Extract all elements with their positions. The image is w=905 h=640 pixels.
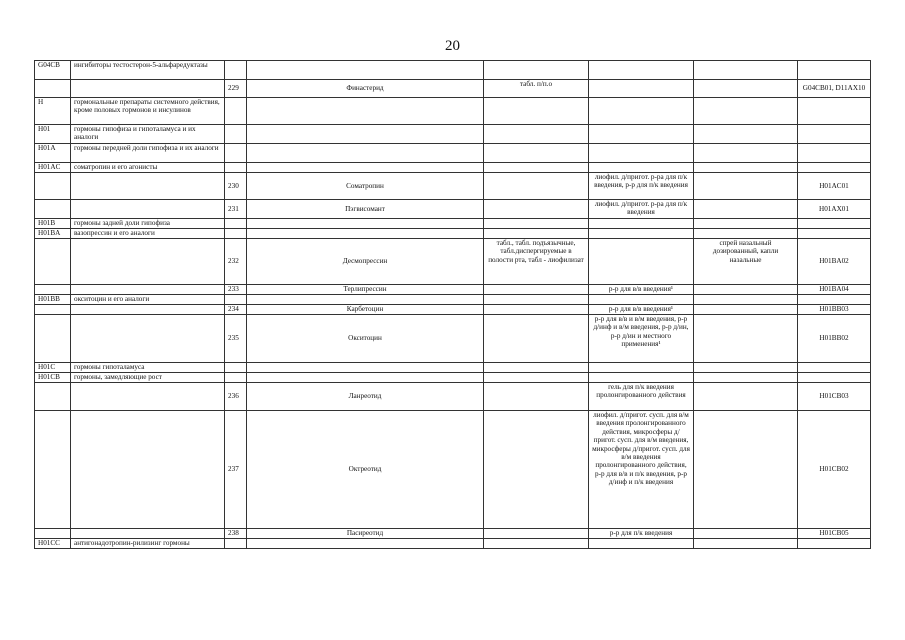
dosage-form-cell <box>484 98 589 125</box>
table-row <box>35 239 871 285</box>
dosage-form-cell <box>694 229 798 239</box>
atc-code-cell: H01AC01 <box>798 173 871 200</box>
dosage-form-cell <box>484 411 589 529</box>
dosage-form-cell <box>484 383 589 411</box>
atc-code-cell <box>798 144 871 163</box>
table-row <box>35 529 871 539</box>
row-number-cell: 229 <box>225 80 247 98</box>
row-number-cell <box>225 363 247 373</box>
dosage-form-cell <box>589 61 694 80</box>
atc-code-cell: H01BB <box>35 295 71 305</box>
dosage-form-cell <box>484 529 589 539</box>
dosage-form-cell <box>484 363 589 373</box>
atc-code-cell: H01AX01 <box>798 200 871 219</box>
group-name-cell: ингибиторы тестостерон-5-альфаредуктазы <box>71 61 225 80</box>
drug-name-cell <box>247 144 484 163</box>
group-name-cell: окситоцин и его аналоги <box>71 295 225 305</box>
drug-name-cell: Пэгвисомант <box>247 200 484 219</box>
dosage-form-cell <box>589 239 694 285</box>
table-row <box>35 539 871 549</box>
dosage-form-cell: лиофил. д/пригот. сусп. для в/м введения пролонгированного действия, микросферы д/пригот. сусп. для в/м введения, микросферы д/пригот. сусп. для в/м введения пролонгированного действия, р-р для в/в и п/к введения, р-р д/инф и п/к введения <box>589 411 694 529</box>
page-number: 20 <box>445 38 460 54</box>
dosage-form-cell <box>694 163 798 173</box>
dosage-form-cell <box>694 125 798 144</box>
dosage-form-cell: р-р для в/в введения¹ <box>589 305 694 315</box>
drug-name-cell <box>247 219 484 229</box>
atc-code-cell <box>35 285 71 295</box>
atc-code-cell: G04CB <box>35 61 71 80</box>
atc-code-cell: H01CB03 <box>798 383 871 411</box>
dosage-form-cell <box>484 295 589 305</box>
table-row <box>35 125 871 144</box>
group-name-cell <box>71 80 225 98</box>
atc-code-cell <box>798 373 871 383</box>
table-row <box>35 363 871 373</box>
row-number-cell: 230 <box>225 173 247 200</box>
group-name-cell: соматропин и его агонисты <box>71 163 225 173</box>
atc-code-cell <box>35 305 71 315</box>
table-row <box>35 411 871 529</box>
dosage-form-cell <box>484 61 589 80</box>
table-row <box>35 163 871 173</box>
drug-name-cell <box>247 373 484 383</box>
dosage-form-cell <box>694 373 798 383</box>
table-row <box>35 219 871 229</box>
dosage-form-cell <box>484 229 589 239</box>
drug-name-cell <box>247 163 484 173</box>
dosage-form-cell <box>694 411 798 529</box>
dosage-form-cell <box>694 529 798 539</box>
table-row <box>35 144 871 163</box>
dosage-form-cell <box>484 285 589 295</box>
dosage-form-cell <box>694 219 798 229</box>
dosage-form-cell <box>694 315 798 363</box>
atc-code-cell <box>798 539 871 549</box>
drug-name-cell: Финастерид <box>247 80 484 98</box>
dosage-form-cell <box>589 98 694 125</box>
group-name-cell <box>71 305 225 315</box>
group-name-cell <box>71 411 225 529</box>
atc-code-cell <box>798 125 871 144</box>
dosage-form-cell <box>589 363 694 373</box>
atc-code-cell <box>35 315 71 363</box>
dosage-form-cell: табл. п/п.о <box>484 80 589 98</box>
drug-name-cell <box>247 98 484 125</box>
atc-code-cell: H01 <box>35 125 71 144</box>
dosage-form-cell <box>484 373 589 383</box>
atc-code-cell <box>35 173 71 200</box>
table-row <box>35 200 871 219</box>
dosage-form-cell <box>694 173 798 200</box>
dosage-form-cell <box>484 315 589 363</box>
drug-registry-table <box>34 60 871 549</box>
dosage-form-cell <box>589 219 694 229</box>
dosage-form-cell <box>484 200 589 219</box>
group-name-cell <box>71 529 225 539</box>
table-row <box>35 285 871 295</box>
drug-name-cell <box>247 539 484 549</box>
dosage-form-cell <box>484 173 589 200</box>
group-name-cell <box>71 315 225 363</box>
dosage-form-cell <box>694 80 798 98</box>
dosage-form-cell <box>484 163 589 173</box>
table-row <box>35 315 871 363</box>
dosage-form-cell: р-р для п/к введения <box>589 529 694 539</box>
row-number-cell <box>225 373 247 383</box>
dosage-form-cell <box>589 163 694 173</box>
atc-code-cell <box>35 529 71 539</box>
row-number-cell <box>225 125 247 144</box>
table-row <box>35 383 871 411</box>
drug-name-cell <box>247 125 484 144</box>
atc-code-cell <box>798 98 871 125</box>
dosage-form-cell <box>589 125 694 144</box>
row-number-cell: 237 <box>225 411 247 529</box>
row-number-cell: 233 <box>225 285 247 295</box>
atc-code-cell: H01BB03 <box>798 305 871 315</box>
dosage-form-cell <box>694 305 798 315</box>
table-row <box>35 98 871 125</box>
drug-name-cell: Терлипрессин <box>247 285 484 295</box>
table-row <box>35 295 871 305</box>
dosage-form-cell <box>484 144 589 163</box>
table-row <box>35 173 871 200</box>
atc-code-cell: H01CB <box>35 373 71 383</box>
atc-code-cell <box>798 61 871 80</box>
drug-name-cell: Ланреотид <box>247 383 484 411</box>
drug-name-cell: Соматропин <box>247 173 484 200</box>
table-row <box>35 80 871 98</box>
dosage-form-cell <box>589 144 694 163</box>
atc-code-cell <box>798 229 871 239</box>
atc-code-cell: H01AC <box>35 163 71 173</box>
atc-code-cell: H01BA04 <box>798 285 871 295</box>
atc-code-cell: H01CC <box>35 539 71 549</box>
atc-code-cell: H01BB02 <box>798 315 871 363</box>
atc-code-cell: H01CB05 <box>798 529 871 539</box>
dosage-form-cell <box>694 61 798 80</box>
table-row <box>35 229 871 239</box>
table-body <box>35 61 871 549</box>
row-number-cell <box>225 539 247 549</box>
dosage-form-cell <box>694 144 798 163</box>
table-row <box>35 61 871 80</box>
atc-code-cell: H01BA <box>35 229 71 239</box>
group-name-cell <box>71 239 225 285</box>
dosage-form-cell: гель для п/к введения пролонгированного действия <box>589 383 694 411</box>
group-name-cell <box>71 383 225 411</box>
group-name-cell: вазопрессин и его аналоги <box>71 229 225 239</box>
group-name-cell <box>71 173 225 200</box>
row-number-cell <box>225 229 247 239</box>
table-row <box>35 373 871 383</box>
row-number-cell <box>225 144 247 163</box>
row-number-cell: 231 <box>225 200 247 219</box>
drug-name-cell <box>247 229 484 239</box>
dosage-form-cell <box>694 539 798 549</box>
dosage-form-cell <box>589 373 694 383</box>
drug-name-cell <box>247 61 484 80</box>
group-name-cell: гормоны передней доли гипофиза и их аналоги <box>71 144 225 163</box>
row-number-cell <box>225 163 247 173</box>
row-number-cell: 236 <box>225 383 247 411</box>
group-name-cell: гормоны гипоталамуса <box>71 363 225 373</box>
dosage-form-cell <box>484 219 589 229</box>
dosage-form-cell: р-р для в/в введения¹ <box>589 285 694 295</box>
atc-code-cell: H01BA02 <box>798 239 871 285</box>
atc-code-cell: G04CB01, D11AX10 <box>798 80 871 98</box>
atc-code-cell: H01B <box>35 219 71 229</box>
dosage-form-cell <box>694 200 798 219</box>
atc-code-cell <box>35 200 71 219</box>
row-number-cell <box>225 295 247 305</box>
row-number-cell <box>225 61 247 80</box>
group-name-cell: антигонадотропин-рилизинг гормоны <box>71 539 225 549</box>
group-name-cell: гормоны задней доли гипофиза <box>71 219 225 229</box>
atc-code-cell <box>35 80 71 98</box>
drug-name-cell: Октреотид <box>247 411 484 529</box>
dosage-form-cell <box>589 80 694 98</box>
group-name-cell: гормоны, замедляющие рост <box>71 373 225 383</box>
atc-code-cell <box>798 163 871 173</box>
atc-code-cell: H <box>35 98 71 125</box>
row-number-cell: 235 <box>225 315 247 363</box>
row-number-cell <box>225 98 247 125</box>
row-number-cell: 234 <box>225 305 247 315</box>
row-number-cell <box>225 219 247 229</box>
dosage-form-cell <box>694 295 798 305</box>
group-name-cell: гормоны гипофиза и гипоталамуса и их аналоги <box>71 125 225 144</box>
table-row <box>35 305 871 315</box>
row-number-cell: 238 <box>225 529 247 539</box>
atc-code-cell: H01A <box>35 144 71 163</box>
dosage-form-cell <box>694 98 798 125</box>
atc-code-cell: H01CB02 <box>798 411 871 529</box>
row-number-cell: 232 <box>225 239 247 285</box>
dosage-form-cell <box>694 285 798 295</box>
drug-name-cell <box>247 295 484 305</box>
atc-code-cell <box>798 363 871 373</box>
drug-name-cell: Пасиреотид <box>247 529 484 539</box>
atc-code-cell <box>798 295 871 305</box>
dosage-form-cell <box>694 383 798 411</box>
drug-name-cell: Карбетоцин <box>247 305 484 315</box>
group-name-cell: гормональные препараты системного действия, кроме половых гормонов и инсулинов <box>71 98 225 125</box>
dosage-form-cell: спрей назальный дозированный, капли назальные <box>694 239 798 285</box>
atc-code-cell <box>35 383 71 411</box>
atc-code-cell: H01C <box>35 363 71 373</box>
dosage-form-cell <box>589 229 694 239</box>
drug-name-cell <box>247 363 484 373</box>
dosage-form-cell: лиофил. д/пригот. р-ра для п/к введения <box>589 200 694 219</box>
dosage-form-cell: р-р для в/в и в/м введения, р-р д/инф и в/м введения, р-р д/ин, р-р д/ин и местного применения¹ <box>589 315 694 363</box>
atc-code-cell <box>798 219 871 229</box>
dosage-form-cell <box>589 295 694 305</box>
dosage-form-cell <box>484 539 589 549</box>
dosage-form-cell <box>484 305 589 315</box>
atc-code-cell <box>35 411 71 529</box>
group-name-cell <box>71 285 225 295</box>
drug-name-cell: Десмопрессин <box>247 239 484 285</box>
dosage-form-cell <box>589 539 694 549</box>
drug-name-cell: Окситоцин <box>247 315 484 363</box>
dosage-form-cell <box>694 363 798 373</box>
group-name-cell <box>71 200 225 219</box>
dosage-form-cell: лиофил. д/пригот. р-ра для п/к введения, р-р для п/к введения <box>589 173 694 200</box>
dosage-form-cell <box>484 125 589 144</box>
dosage-form-cell: табл., табл. подъязычные, табл.диспергируемые в полости рта, табл - лиофилизат <box>484 239 589 285</box>
atc-code-cell <box>35 239 71 285</box>
